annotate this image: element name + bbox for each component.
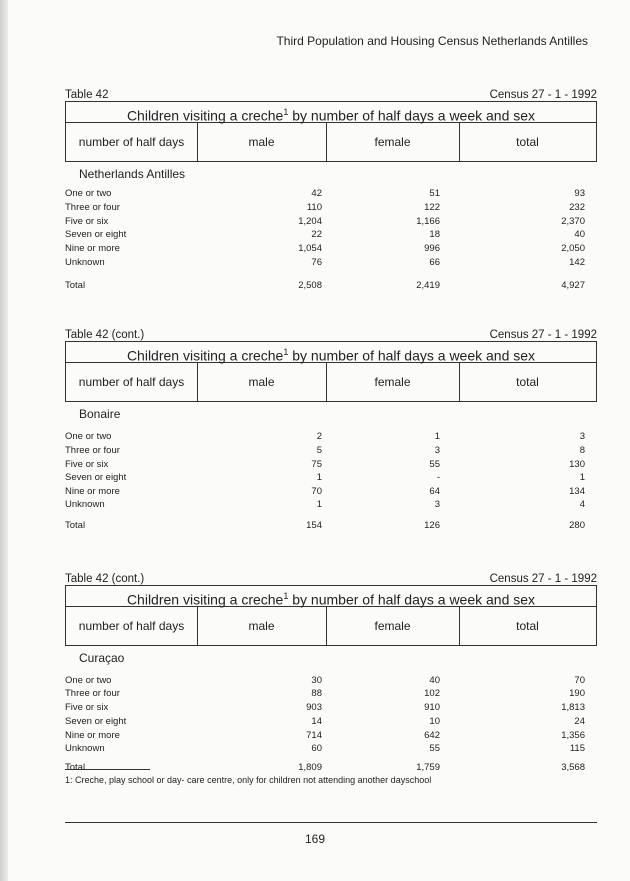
column-header: male [197,363,327,401]
cell: 1,166 [416,216,440,227]
cell: 3,568 [561,762,585,773]
cell: Seven or eight [65,229,127,240]
cell: 1,813 [561,702,585,713]
table-row [65,257,597,270]
table-row [65,675,597,688]
cell: Three or four [65,688,120,699]
column-header: number of half days [66,123,198,161]
region-name: Bonaire [79,407,121,421]
bottom-rule [65,822,597,823]
cell: 134 [569,486,585,497]
cell: Total [65,280,86,291]
cell: Unknown [65,499,105,510]
column-header: number of half days [66,607,198,645]
footnote-marker: 1 [283,107,289,117]
cell: 4,927 [561,280,585,291]
region-name: Netherlands Antilles [79,167,186,181]
table-row [65,702,597,715]
cell: 122 [424,202,440,213]
table-row [65,445,597,458]
cell: 102 [424,688,440,699]
cell: Five or six [65,459,109,470]
table-row [65,431,597,444]
cell: Five or six [65,216,109,227]
table-section [65,329,597,537]
table-section [65,89,597,297]
cell: 5 [316,445,322,456]
column-header: total [516,375,539,389]
cell: 642 [424,730,440,741]
cell: 1,204 [298,216,322,227]
census-date: Census 27 - 1 - 1992 [489,329,597,341]
table-title [66,342,596,363]
table-row [65,459,597,472]
column-header: total [516,619,539,633]
table-row [65,716,597,729]
running-header: Third Population and Housing Census Netherlands Antilles [276,34,588,48]
cell: 1,054 [298,243,322,254]
table-row [65,216,597,229]
table-row [65,486,597,499]
cell: 22 [311,229,322,240]
cell: Nine or more [65,730,120,741]
cell: - [436,472,440,483]
table-row [65,243,597,256]
column-header: female [326,607,460,645]
title-text: Children visiting a creche [126,347,284,364]
cell: 910 [424,702,440,713]
cell: 1,809 [298,762,322,773]
column-header: total [516,135,539,149]
cell: 51 [429,188,440,199]
cell: Five or six [65,702,109,713]
cell: Nine or more [65,243,120,254]
cell: 4 [579,499,585,510]
cell: Nine or more [65,486,120,497]
table-row [65,730,597,743]
cell: 996 [424,243,440,254]
cell: Unknown [65,257,105,268]
cell: 3 [434,499,440,510]
column-header: female [326,123,460,161]
table-title [66,102,596,123]
cell: Seven or eight [65,716,127,727]
cell: 2,370 [561,216,585,227]
cell: 70 [311,486,322,497]
table-title [66,586,596,607]
cell: 115 [569,743,585,754]
table-label: Table 42 (cont.) [65,329,145,341]
cell: 126 [424,520,440,531]
cell: 154 [306,520,322,531]
column-header: male [197,607,327,645]
census-date: Census 27 - 1 - 1992 [489,89,597,101]
cell: 66 [429,257,440,268]
cell: Three or four [65,202,120,213]
title-text: Children visiting a creche [126,591,284,608]
column-header: male [197,123,327,161]
cell: 76 [311,257,322,268]
cell: 14 [311,716,322,727]
cell: 130 [569,459,585,470]
cell: Total [65,520,86,531]
cell: 142 [569,257,585,268]
cell: 280 [569,520,585,531]
title-text-rest: by number of half days a week and sex [288,347,536,364]
cell: 75 [311,459,322,470]
cell: One or two [65,188,112,199]
table-row [65,499,597,512]
cell: 55 [429,459,440,470]
cell: One or two [65,675,112,686]
cell: 110 [306,202,322,213]
cell: 3 [434,445,440,456]
cell: 232 [569,202,585,213]
cell: 2,508 [298,280,322,291]
cell: One or two [65,431,112,442]
table-row [65,688,597,701]
cell: 70 [574,675,585,686]
table-header [65,585,597,646]
cell: 3 [579,431,585,442]
cell: 714 [306,730,322,741]
cell: 40 [429,675,440,686]
column-header: female [326,363,460,401]
footnote-rule [65,769,150,770]
cell: 1 [316,472,322,483]
table-label: Table 42 [65,89,109,101]
cell: 42 [311,188,322,199]
cell: 1 [316,499,322,510]
footnote-marker: 1 [283,347,289,357]
table-row [65,229,597,242]
cell: 18 [429,229,440,240]
cell: 8 [579,445,585,456]
table-row [65,472,597,485]
table-section [65,573,597,781]
cell: 30 [311,675,322,686]
table-row [65,743,597,756]
cell: 190 [569,688,585,699]
cell: Three or four [65,445,120,456]
scan-edge [0,0,8,881]
title-text-rest: by number of half days a week and sex [288,591,536,608]
title-text-rest: by number of half days a week and sex [288,107,536,124]
column-header: number of half days [66,363,198,401]
cell: 10 [429,716,440,727]
cell: 40 [574,229,585,240]
cell: 2,050 [561,243,585,254]
cell: 93 [574,188,585,199]
table-header [65,341,597,402]
page-number: 169 [304,832,326,846]
footnote: 1: Creche, play school or day- care centre, only for children not attending another dayschool [65,775,432,785]
cell: 1,759 [416,762,440,773]
footnote-marker: 1 [283,591,289,601]
cell: 1 [434,431,440,442]
cell: 2 [316,431,322,442]
cell: 2,419 [416,280,440,291]
cell: 1,356 [561,730,585,741]
region-name: Curaçao [79,651,125,665]
table-row [65,202,597,215]
cell: 88 [311,688,322,699]
cell: Seven or eight [65,472,127,483]
cell: Unknown [65,743,105,754]
census-date: Census 27 - 1 - 1992 [489,573,597,585]
total-row [65,280,597,293]
cell: 1 [579,472,585,483]
table-row [65,188,597,201]
table-header [65,101,597,162]
table-label: Table 42 (cont.) [65,573,145,585]
cell: 903 [306,702,322,713]
cell: 64 [429,486,440,497]
title-text: Children visiting a creche [126,107,284,124]
cell: 24 [574,716,585,727]
cell: 60 [311,743,322,754]
cell: 55 [429,743,440,754]
cell: Total [65,762,86,773]
total-row [65,520,597,533]
